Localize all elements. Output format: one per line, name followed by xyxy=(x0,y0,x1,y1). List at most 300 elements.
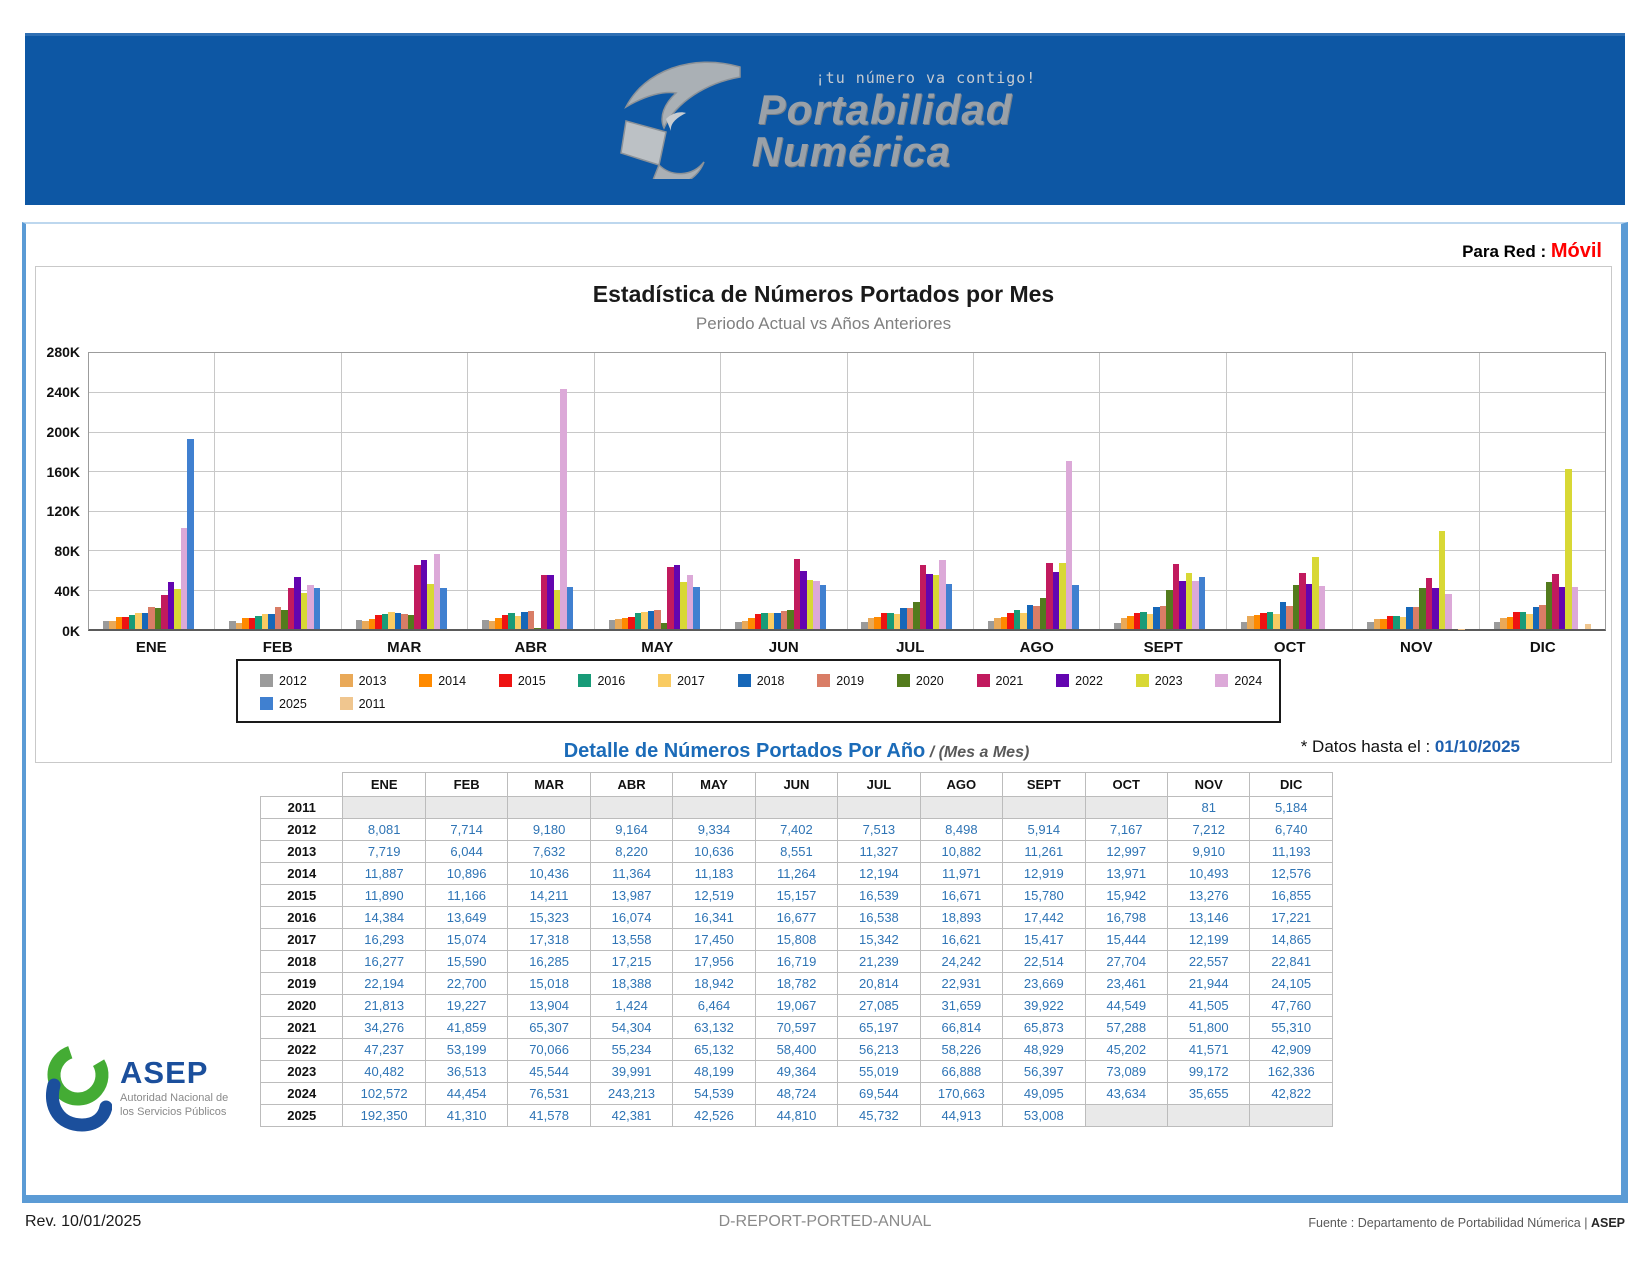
cell-2025-sept: 53,008 xyxy=(1003,1105,1085,1127)
legend-swatch-2016 xyxy=(578,674,591,687)
cell-2016-sept: 17,442 xyxy=(1003,907,1085,929)
cell-2019-mar: 15,018 xyxy=(508,973,590,995)
cell-2013-jul: 11,327 xyxy=(838,841,920,863)
asep-logo xyxy=(40,1045,228,1138)
cell-2013-may: 10,636 xyxy=(673,841,755,863)
y-tick-label: 280K xyxy=(46,344,80,360)
cell-2014-dic: 12,576 xyxy=(1250,863,1333,885)
brand-tagline: ¡tu número va contigo! xyxy=(815,69,1037,88)
x-tick-label: DIC xyxy=(1529,639,1556,656)
cell-2023-sept: 56,397 xyxy=(1003,1061,1085,1083)
cell-2024-jun: 48,724 xyxy=(755,1083,837,1105)
chart-legend xyxy=(236,659,1281,723)
cell-2025-abr: 42,381 xyxy=(590,1105,672,1127)
table-row-2020 xyxy=(261,995,1333,1017)
cell-2013-oct: 12,997 xyxy=(1085,841,1167,863)
legend-item-2015 xyxy=(483,671,563,690)
cell-2016-nov: 13,146 xyxy=(1167,907,1249,929)
legend-item-2014 xyxy=(403,671,483,690)
cell-2011-sept xyxy=(1003,797,1085,819)
y-tick-label: 80K xyxy=(54,543,80,560)
row-header-2021: 2021 xyxy=(261,1017,343,1039)
cell-2023-abr: 39,991 xyxy=(590,1061,672,1083)
cell-2013-ene: 7,719 xyxy=(343,841,425,863)
cell-2023-feb: 36,513 xyxy=(425,1061,507,1083)
x-tick-label: AGO xyxy=(1019,639,1054,656)
table-row-2012 xyxy=(261,819,1333,841)
legend-label: 2024 xyxy=(1234,673,1263,688)
cell-2017-ago: 16,621 xyxy=(920,929,1002,951)
cell-2011-jun xyxy=(755,797,837,819)
column-header-nov: NOV xyxy=(1167,773,1249,797)
cell-2024-may: 54,539 xyxy=(673,1083,755,1105)
cell-2014-abr: 11,364 xyxy=(590,863,672,885)
cell-2025-feb: 41,310 xyxy=(425,1105,507,1127)
chart-title: Estadística de Números Portados por Mes xyxy=(592,281,1055,307)
cell-2018-abr: 17,215 xyxy=(590,951,672,973)
cell-2014-jun: 11,264 xyxy=(755,863,837,885)
cell-2017-jun: 15,808 xyxy=(755,929,837,951)
table-corner-cell xyxy=(261,773,343,797)
cell-2023-mar: 45,544 xyxy=(508,1061,590,1083)
table-row-2015 xyxy=(261,885,1333,907)
cell-2025-ago: 44,913 xyxy=(920,1105,1002,1127)
cell-2023-may: 48,199 xyxy=(673,1061,755,1083)
cell-2020-nov: 41,505 xyxy=(1167,995,1249,1017)
cell-2014-ago: 11,971 xyxy=(920,863,1002,885)
legend-swatch-2017 xyxy=(658,674,671,687)
asep-name: ASEP xyxy=(120,1055,209,1090)
cell-2013-nov: 9,910 xyxy=(1167,841,1249,863)
legend-label: 2012 xyxy=(279,673,307,688)
cell-2014-jul: 12,194 xyxy=(838,863,920,885)
cell-2014-ene: 11,887 xyxy=(343,863,425,885)
legend-label: 2025 xyxy=(279,696,307,711)
footer-source-asep: ASEP xyxy=(1590,1216,1625,1230)
month-group-sept xyxy=(1100,353,1226,629)
y-axis-labels xyxy=(36,344,84,639)
cell-2012-feb: 7,714 xyxy=(425,819,507,841)
cell-2019-sept: 23,669 xyxy=(1003,973,1085,995)
cell-2016-dic: 17,221 xyxy=(1250,907,1333,929)
legend-swatch-2022 xyxy=(1056,674,1069,687)
legend-label: 2021 xyxy=(995,673,1024,688)
cell-2022-nov: 41,571 xyxy=(1167,1039,1249,1061)
footer-source xyxy=(1308,1216,1625,1230)
cell-2021-jun: 70,597 xyxy=(755,1017,837,1039)
bar-slot xyxy=(826,353,833,629)
cell-2016-feb: 13,649 xyxy=(425,907,507,929)
cell-2016-jun: 16,677 xyxy=(755,907,837,929)
cell-2016-jul: 16,538 xyxy=(838,907,920,929)
cell-2019-jul: 20,814 xyxy=(838,973,920,995)
cell-2024-oct: 43,634 xyxy=(1085,1083,1167,1105)
cell-2015-ene: 11,890 xyxy=(343,885,425,907)
cell-2013-feb: 6,044 xyxy=(425,841,507,863)
cell-2017-mar: 17,318 xyxy=(508,929,590,951)
cell-2017-jul: 15,342 xyxy=(838,929,920,951)
brand-text xyxy=(751,69,1037,175)
cell-2022-may: 65,132 xyxy=(673,1039,755,1061)
cell-2021-sept: 65,873 xyxy=(1003,1017,1085,1039)
month-group-abr xyxy=(468,353,594,629)
cell-2023-jul: 55,019 xyxy=(838,1061,920,1083)
month-group-feb xyxy=(215,353,341,629)
cell-2015-sept: 15,780 xyxy=(1003,885,1085,907)
cell-2023-ago: 66,888 xyxy=(920,1061,1002,1083)
legend-swatch-2021 xyxy=(977,674,990,687)
legend-swatch-2012 xyxy=(260,674,273,687)
cell-2020-sept: 39,922 xyxy=(1003,995,1085,1017)
bar-groups xyxy=(89,353,1605,629)
cell-2015-oct: 15,942 xyxy=(1085,885,1167,907)
cell-2020-feb: 19,227 xyxy=(425,995,507,1017)
legend-item-2024 xyxy=(1199,671,1279,690)
legend-item-2022 xyxy=(1040,671,1120,690)
cell-2022-mar: 70,066 xyxy=(508,1039,590,1061)
cell-2011-may xyxy=(673,797,755,819)
cell-2023-jun: 49,364 xyxy=(755,1061,837,1083)
row-header-2017: 2017 xyxy=(261,929,343,951)
detail-table-title xyxy=(260,740,1333,763)
cell-2022-jun: 58,400 xyxy=(755,1039,837,1061)
cell-2024-abr: 243,213 xyxy=(590,1083,672,1105)
cell-2018-ene: 16,277 xyxy=(343,951,425,973)
y-tick-label: 120K xyxy=(46,503,80,520)
y-tick-label: 0K xyxy=(62,623,80,639)
para-red-separator: : xyxy=(1535,242,1551,261)
cell-2025-dic xyxy=(1250,1105,1333,1127)
data-cutoff-note xyxy=(1301,737,1520,757)
cell-2020-ene: 21,813 xyxy=(343,995,425,1017)
cell-2015-mar: 14,211 xyxy=(508,885,590,907)
bar-slot xyxy=(952,353,959,629)
table-row-2022 xyxy=(261,1039,1333,1061)
bar-slot xyxy=(1458,353,1465,629)
table-row-2016 xyxy=(261,907,1333,929)
legend-item-2021 xyxy=(961,671,1041,690)
cell-2011-nov: 81 xyxy=(1167,797,1249,819)
legend-swatch-2014 xyxy=(419,674,432,687)
cell-2012-abr: 9,164 xyxy=(590,819,672,841)
cell-2023-nov: 99,172 xyxy=(1167,1061,1249,1083)
column-header-ago: AGO xyxy=(920,773,1002,797)
cell-2021-oct: 57,288 xyxy=(1085,1017,1167,1039)
ported-numbers-table xyxy=(260,772,1333,1127)
asep-logo-icon xyxy=(40,1045,112,1138)
cell-2012-ene: 8,081 xyxy=(343,819,425,841)
legend-item-2012 xyxy=(244,671,324,690)
cell-2011-oct xyxy=(1085,797,1167,819)
network-type-label xyxy=(1462,240,1602,263)
cell-2021-feb: 41,859 xyxy=(425,1017,507,1039)
bar-slot xyxy=(447,353,454,629)
y-tick-label: 240K xyxy=(46,383,80,400)
header-banner xyxy=(25,33,1625,205)
cell-2017-abr: 13,558 xyxy=(590,929,672,951)
x-tick-label: ENE xyxy=(135,639,167,656)
cell-2025-ene: 192,350 xyxy=(343,1105,425,1127)
cell-2019-may: 18,942 xyxy=(673,973,755,995)
legend-label: 2019 xyxy=(836,673,865,688)
x-tick-label: NOV xyxy=(1399,639,1433,656)
table-row-2011 xyxy=(261,797,1333,819)
cell-2017-oct: 15,444 xyxy=(1085,929,1167,951)
column-header-mar: MAR xyxy=(508,773,590,797)
cell-2024-jul: 69,544 xyxy=(838,1083,920,1105)
detail-title-main: Detalle de Números Portados Por Año xyxy=(563,740,926,762)
cell-2016-ene: 14,384 xyxy=(343,907,425,929)
cell-2020-mar: 13,904 xyxy=(508,995,590,1017)
cell-2012-oct: 7,167 xyxy=(1085,819,1167,841)
column-header-oct: OCT xyxy=(1085,773,1167,797)
legend-item-2020 xyxy=(881,671,961,690)
table-row-2013 xyxy=(261,841,1333,863)
row-header-2018: 2018 xyxy=(261,951,343,973)
bar-slot xyxy=(573,353,580,629)
portability-logo xyxy=(614,57,1037,184)
legend-item-2011 xyxy=(324,694,404,713)
cell-2011-ago xyxy=(920,797,1002,819)
cell-2014-nov: 10,493 xyxy=(1167,863,1249,885)
row-header-2015: 2015 xyxy=(261,885,343,907)
cell-2022-jul: 56,213 xyxy=(838,1039,920,1061)
cell-2015-nov: 13,276 xyxy=(1167,885,1249,907)
cell-2024-mar: 76,531 xyxy=(508,1083,590,1105)
asep-subtitle-line1: Autoridad Nacional de xyxy=(120,1092,229,1104)
cell-2015-abr: 13,987 xyxy=(590,885,672,907)
month-group-mar xyxy=(342,353,468,629)
cell-2023-ene: 40,482 xyxy=(343,1061,425,1083)
column-header-abr: ABR xyxy=(590,773,672,797)
cell-2012-jun: 7,402 xyxy=(755,819,837,841)
legend-item-2019 xyxy=(801,671,881,690)
cell-2022-ago: 58,226 xyxy=(920,1039,1002,1061)
table-row-2023 xyxy=(261,1061,1333,1083)
cell-2013-ago: 10,882 xyxy=(920,841,1002,863)
cell-2012-jul: 7,513 xyxy=(838,819,920,841)
legend-swatch-2013 xyxy=(340,674,353,687)
column-header-jun: JUN xyxy=(755,773,837,797)
legend-label: 2018 xyxy=(756,673,785,688)
cell-2025-nov xyxy=(1167,1105,1249,1127)
cell-2021-ago: 66,814 xyxy=(920,1017,1002,1039)
legend-item-2023 xyxy=(1120,671,1200,690)
cell-2012-sept: 5,914 xyxy=(1003,819,1085,841)
cell-2022-feb: 53,199 xyxy=(425,1039,507,1061)
cell-2012-mar: 9,180 xyxy=(508,819,590,841)
cell-2011-abr xyxy=(590,797,672,819)
brand-line2: Numérica xyxy=(751,127,952,175)
cell-2020-dic: 47,760 xyxy=(1250,995,1333,1017)
bar-slot xyxy=(700,353,707,629)
note-label: * Datos hasta el : xyxy=(1300,737,1435,756)
legend-label: 2011 xyxy=(358,696,386,711)
chart-panel xyxy=(35,266,1612,763)
footer-revision: Rev. 10/01/2025 xyxy=(25,1213,142,1230)
row-header-2012: 2012 xyxy=(261,819,343,841)
legend-label: 2015 xyxy=(517,673,546,688)
legend-label: 2013 xyxy=(358,673,387,688)
column-header-feb: FEB xyxy=(425,773,507,797)
cell-2016-abr: 16,074 xyxy=(590,907,672,929)
cell-2022-oct: 45,202 xyxy=(1085,1039,1167,1061)
y-tick-label: 200K xyxy=(46,423,80,440)
legend-swatch-2023 xyxy=(1136,674,1149,687)
cell-2018-feb: 15,590 xyxy=(425,951,507,973)
cell-2015-feb: 11,166 xyxy=(425,885,507,907)
bar-slot xyxy=(320,353,327,629)
cell-2017-may: 17,450 xyxy=(673,929,755,951)
cell-2025-jun: 44,810 xyxy=(755,1105,837,1127)
month-group-dic xyxy=(1480,353,1605,629)
legend-label: 2016 xyxy=(597,673,626,688)
row-header-2013: 2013 xyxy=(261,841,343,863)
cell-2015-jun: 15,157 xyxy=(755,885,837,907)
month-group-ago xyxy=(974,353,1100,629)
cell-2011-ene xyxy=(343,797,425,819)
legend-label: 2023 xyxy=(1154,673,1183,688)
cell-2020-abr: 1,424 xyxy=(590,995,672,1017)
cell-2017-ene: 16,293 xyxy=(343,929,425,951)
x-tick-label: JUN xyxy=(768,639,799,656)
cell-2013-abr: 8,220 xyxy=(590,841,672,863)
legend-item-2025 xyxy=(244,694,324,713)
cell-2017-nov: 12,199 xyxy=(1167,929,1249,951)
table-header-row xyxy=(261,773,1333,797)
cell-2024-nov: 35,655 xyxy=(1167,1083,1249,1105)
x-tick-label: JUL xyxy=(896,639,925,656)
brand-line1: Portabilidad xyxy=(757,86,1013,134)
cell-2012-ago: 8,498 xyxy=(920,819,1002,841)
bar-chart-plot-area xyxy=(88,352,1606,631)
row-header-2011: 2011 xyxy=(261,797,343,819)
detail-title-suffix: / (Mes a Mes) xyxy=(925,744,1030,761)
month-group-oct xyxy=(1227,353,1353,629)
cell-2011-dic: 5,184 xyxy=(1250,797,1333,819)
cell-2018-nov: 22,557 xyxy=(1167,951,1249,973)
cell-2015-jul: 16,539 xyxy=(838,885,920,907)
month-group-jun xyxy=(721,353,847,629)
column-header-dic: DIC xyxy=(1250,773,1333,797)
cell-2016-may: 16,341 xyxy=(673,907,755,929)
cell-2024-ene: 102,572 xyxy=(343,1083,425,1105)
cell-2011-feb xyxy=(425,797,507,819)
month-group-ene xyxy=(89,353,215,629)
cell-2014-feb: 10,896 xyxy=(425,863,507,885)
x-tick-label: SEPT xyxy=(1143,639,1183,656)
cell-2018-sept: 22,514 xyxy=(1003,951,1085,973)
cell-2014-sept: 12,919 xyxy=(1003,863,1085,885)
bar-2011-dic xyxy=(1585,624,1592,629)
cell-2014-may: 11,183 xyxy=(673,863,755,885)
table-row-2018 xyxy=(261,951,1333,973)
cell-2019-dic: 24,105 xyxy=(1250,973,1333,995)
bar-slot xyxy=(1585,353,1592,629)
footer-report-id: D-REPORT-PORTED-ANUAL xyxy=(718,1213,932,1230)
table-row-2021 xyxy=(261,1017,1333,1039)
cell-2025-may: 42,526 xyxy=(673,1105,755,1127)
column-header-ene: ENE xyxy=(343,773,425,797)
cell-2018-jul: 21,239 xyxy=(838,951,920,973)
x-tick-label: ABR xyxy=(514,639,547,656)
legend-swatch-2015 xyxy=(499,674,512,687)
x-tick-label: MAR xyxy=(387,639,422,656)
cell-2018-may: 17,956 xyxy=(673,951,755,973)
cell-2024-dic: 42,822 xyxy=(1250,1083,1333,1105)
x-tick-label: OCT xyxy=(1273,639,1306,656)
cell-2018-jun: 16,719 xyxy=(755,951,837,973)
cell-2013-sept: 11,261 xyxy=(1003,841,1085,863)
cell-2025-oct xyxy=(1085,1105,1167,1127)
cell-2017-feb: 15,074 xyxy=(425,929,507,951)
legend-label: 2022 xyxy=(1075,673,1103,688)
cell-2024-sept: 49,095 xyxy=(1003,1083,1085,1105)
cell-2022-dic: 42,909 xyxy=(1250,1039,1333,1061)
cell-2016-mar: 15,323 xyxy=(508,907,590,929)
cell-2019-abr: 18,388 xyxy=(590,973,672,995)
cell-2012-may: 9,334 xyxy=(673,819,755,841)
cell-2015-may: 12,519 xyxy=(673,885,755,907)
cell-2017-dic: 14,865 xyxy=(1250,929,1333,951)
cell-2021-nov: 51,800 xyxy=(1167,1017,1249,1039)
legend-item-2013 xyxy=(324,671,404,690)
cell-2020-jul: 27,085 xyxy=(838,995,920,1017)
asep-subtitle xyxy=(120,1092,228,1120)
row-header-2016: 2016 xyxy=(261,907,343,929)
cell-2019-jun: 18,782 xyxy=(755,973,837,995)
cell-2019-nov: 21,944 xyxy=(1167,973,1249,995)
cell-2021-jul: 65,197 xyxy=(838,1017,920,1039)
row-header-2014: 2014 xyxy=(261,863,343,885)
legend-swatch-2011 xyxy=(340,697,353,710)
cell-2020-ago: 31,659 xyxy=(920,995,1002,1017)
legend-swatch-2024 xyxy=(1215,674,1228,687)
cell-2015-ago: 16,671 xyxy=(920,885,1002,907)
cell-2021-ene: 34,276 xyxy=(343,1017,425,1039)
cell-2018-oct: 27,704 xyxy=(1085,951,1167,973)
cell-2022-sept: 48,929 xyxy=(1003,1039,1085,1061)
row-header-2025: 2025 xyxy=(261,1105,343,1127)
legend-label: 2017 xyxy=(677,673,705,688)
cell-2021-dic: 55,310 xyxy=(1250,1017,1333,1039)
x-tick-label: MAY xyxy=(641,639,674,656)
cell-2017-sept: 15,417 xyxy=(1003,929,1085,951)
table-row-2024 xyxy=(261,1083,1333,1105)
note-date: 01/10/2025 xyxy=(1434,737,1520,756)
cell-2023-oct: 73,089 xyxy=(1085,1061,1167,1083)
cell-2021-abr: 54,304 xyxy=(590,1017,672,1039)
row-header-2020: 2020 xyxy=(261,995,343,1017)
cell-2014-oct: 13,971 xyxy=(1085,863,1167,885)
asep-text xyxy=(120,1057,228,1120)
row-header-2024: 2024 xyxy=(261,1083,343,1105)
cell-2021-may: 63,132 xyxy=(673,1017,755,1039)
cell-2011-mar xyxy=(508,797,590,819)
legend-label: 2014 xyxy=(438,673,467,688)
month-group-jul xyxy=(848,353,974,629)
cell-2016-ago: 18,893 xyxy=(920,907,1002,929)
month-group-nov xyxy=(1353,353,1479,629)
para-red-label: Para Red xyxy=(1462,242,1536,261)
legend-swatch-2025 xyxy=(260,697,273,710)
row-header-2019: 2019 xyxy=(261,973,343,995)
legend-label: 2020 xyxy=(915,673,944,688)
table-row-2019 xyxy=(261,973,1333,995)
bar-slot xyxy=(1205,353,1212,629)
cell-2021-mar: 65,307 xyxy=(508,1017,590,1039)
cell-2025-mar: 41,578 xyxy=(508,1105,590,1127)
